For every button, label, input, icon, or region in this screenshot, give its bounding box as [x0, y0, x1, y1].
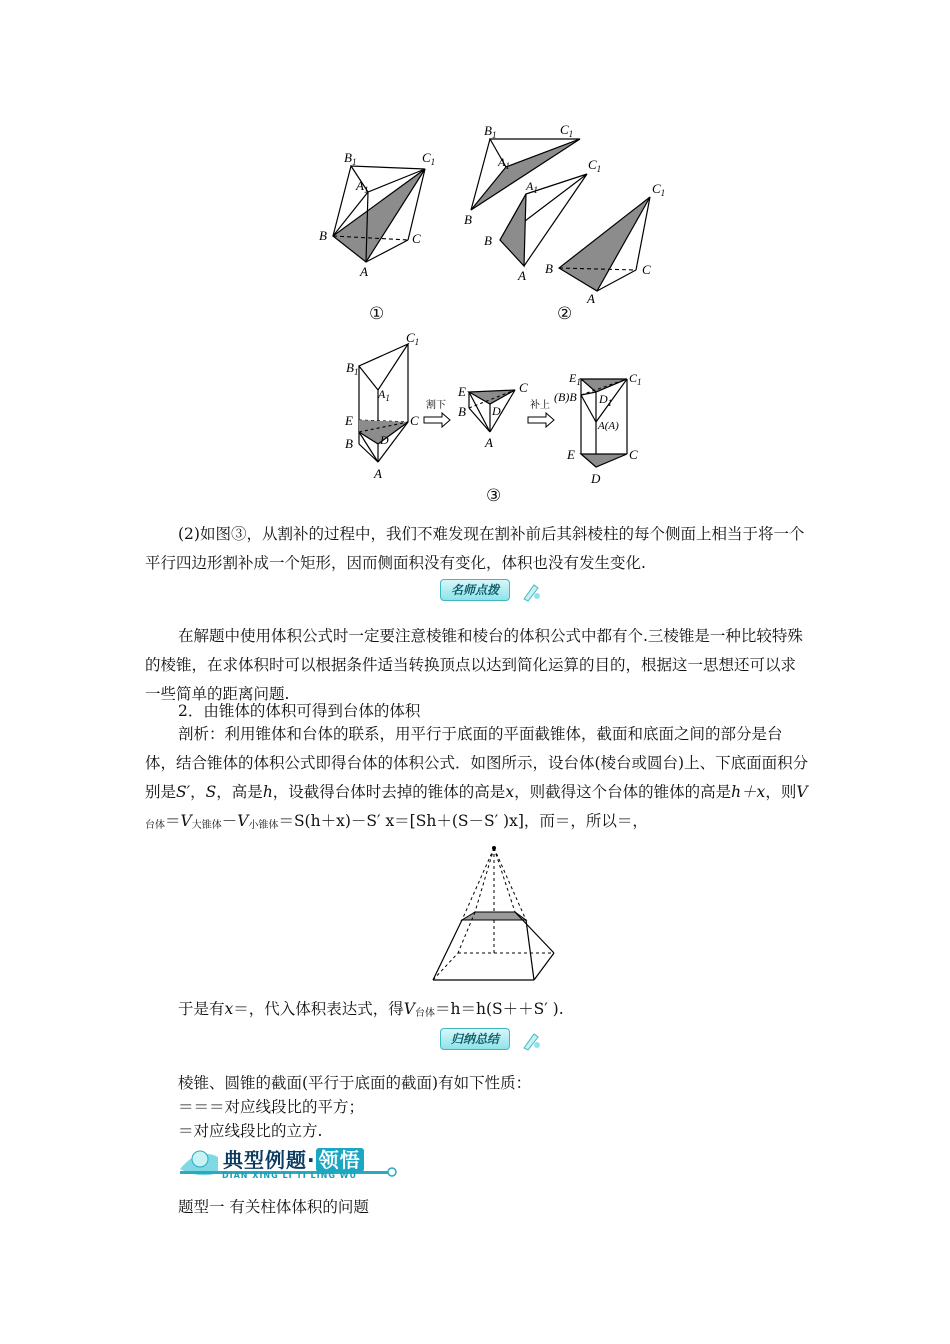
svg-text:(B)B: (B)B	[554, 390, 577, 404]
svg-text:D: D	[591, 471, 601, 484]
result-line: 于是有x＝，代入体积表达式，得$V_{台体}=h=h(S++S'$ ).	[178, 1000, 564, 1019]
svg-text:C1: $C_1$	[629, 371, 642, 387]
svg-text:B: B	[458, 404, 466, 419]
caption-3: ③	[486, 486, 502, 506]
label-A1: $A_1$	[356, 178, 369, 195]
svg-text:B1: $B_1$	[484, 123, 497, 140]
summary-line-1: 棱锥、圆锥的截面(平行于底面的截面)有如下性质：	[178, 1074, 532, 1092]
label-A: A	[360, 264, 368, 279]
svg-text:A(A): A(A)	[598, 420, 619, 432]
svg-text:E: E	[567, 447, 575, 462]
svg-text:D: D	[492, 404, 501, 418]
label-B: B	[319, 228, 327, 243]
svg-text:C1: $C_1$	[406, 330, 420, 347]
svg-text:补上: 补上	[530, 400, 550, 411]
svg-text:B: B	[345, 436, 353, 451]
section-banner: 典型例题· 领悟 DIAN XING LI TI LING WU	[178, 1143, 398, 1185]
figure-3	[338, 328, 658, 484]
label-B1: $B_1$	[344, 150, 357, 167]
svg-text:E: E	[458, 384, 466, 399]
svg-text:E: E	[345, 413, 353, 428]
svg-text:B1: $B_1$	[346, 360, 359, 377]
svg-text:A: A	[587, 291, 595, 306]
svg-text:A: A	[518, 268, 526, 283]
badge-summary: 归纳总结	[440, 1028, 540, 1052]
svg-text:C1: $C_1$	[652, 181, 666, 198]
figure-2	[460, 118, 680, 308]
analysis-paragraph: 剖析：利用锥体和台体的联系，用平行于底面的平面截锥体，截面和底面之间的部分是台体，结合锥体的体积公式即得台体的体积公式．如图所示，设台体(棱台或圆台)上、下底面面积分别是S′，S，高是h，设截得台体时去掉的锥体的高是x，则截得这个台体的锥体的高是h＋x，则$V_{台体}=V_{大锥体}-V_{小锥体}=S(h+x)-S'$ x＝[Sh＋(S－S′ )x]，而＝，所以＝，	[145, 725, 809, 831]
svg-text:A: A	[374, 466, 382, 481]
label-C: C	[412, 231, 421, 246]
svg-text:D1: $D_1$	[599, 392, 613, 408]
figure-1	[308, 140, 438, 280]
svg-text:B: B	[545, 261, 553, 276]
svg-text:C: C	[629, 447, 638, 462]
svg-text:A: A	[485, 435, 493, 450]
svg-text:D: D	[380, 433, 389, 447]
pen-icon	[520, 1030, 542, 1052]
svg-text:C: C	[519, 380, 528, 395]
caption-1: ①	[369, 304, 385, 324]
paragraph-2: 在解题中使用体积公式时一定要注意棱锥和棱台的体积公式中都有个.三棱锥是一种比较特殊的棱锥，在求体积时可以根据条件适当转换顶点以达到简化运算的目的，根据这一思想还可以求一些简单的距离问题.	[145, 627, 803, 703]
svg-text:A1: $A_1$	[498, 155, 510, 171]
svg-text:C: C	[642, 262, 651, 277]
svg-text:C1: $C_1$	[588, 157, 602, 174]
svg-text:C: C	[410, 413, 419, 428]
svg-text:E1: $E_1$	[569, 371, 581, 387]
caption-2: ②	[557, 304, 573, 324]
pen-icon	[520, 581, 542, 603]
label-C1: $C_1$	[422, 150, 436, 167]
svg-text:C1: $C_1$	[560, 122, 574, 139]
badge-tips: 名师点拨	[440, 579, 540, 603]
svg-text:B: B	[464, 212, 472, 227]
summary-line-3: ＝对应线段比的立方.	[178, 1122, 323, 1140]
item-2-heading: 2．由锥体的体积可得到台体的体积	[178, 702, 421, 720]
summary-line-2: ＝＝＝对应线段比的平方；	[178, 1098, 365, 1116]
type-heading: 题型一 有关柱体体积的问题	[178, 1198, 369, 1216]
svg-text:B: B	[484, 233, 492, 248]
svg-text:割下: 割下	[426, 400, 446, 411]
figure-frustum	[428, 843, 560, 983]
svg-text:A1: $A_1$	[378, 387, 390, 403]
svg-text:A1: $A_1$	[526, 179, 538, 195]
paragraph-1: (2)如图③，从割补的过程中，我们不难发现在割补前后其斜棱柱的每个侧面上相当于将一个平行四边形割补成一个矩形，因而侧面积没有变化，体积也没有发生变化.	[145, 525, 805, 572]
